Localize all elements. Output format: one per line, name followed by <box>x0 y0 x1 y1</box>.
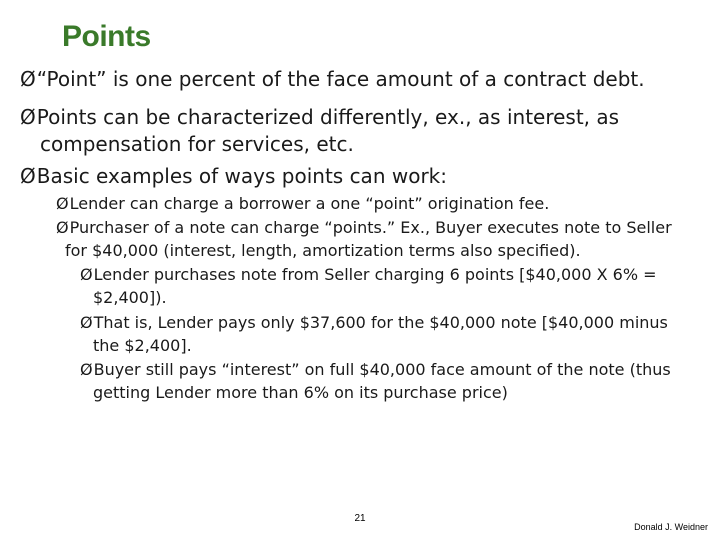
arrow-bullet-icon: Ø <box>80 360 93 379</box>
bullet-text-line: Buyer still pays “interest” on full $40,000 face amount of the note (thus <box>93 360 671 379</box>
bullet-text-line: “Point” is one percent of the face amount of a contract debt. <box>36 67 645 91</box>
arrow-bullet-icon: Ø <box>20 67 36 91</box>
arrow-bullet-icon: Ø <box>80 265 93 284</box>
bullet-lender-purchases <box>80 263 657 309</box>
arrow-bullet-icon: Ø <box>20 105 36 129</box>
arrow-bullet-icon: Ø <box>80 313 93 332</box>
bullet-basic-examples <box>20 163 447 190</box>
bullet-point-definition <box>20 66 645 93</box>
slide-title: Points <box>62 20 151 53</box>
bullet-text-line: Lender can charge a borrower a one “point” origination fee. <box>69 194 550 213</box>
author-footer: Donald J. Weidner <box>634 522 708 532</box>
bullet-text-line: $2,400]). <box>93 288 167 307</box>
bullet-text-line: the $2,400]. <box>93 336 192 355</box>
arrow-bullet-icon: Ø <box>56 218 69 237</box>
bullet-purchaser-note <box>56 216 672 262</box>
slide-number: 21 <box>354 513 366 524</box>
bullet-text-line: Lender purchases note from Seller charging 6 points [$40,000 X 6% = <box>93 265 657 284</box>
arrow-bullet-icon: Ø <box>56 194 69 213</box>
bullet-text-line: That is, Lender pays only $37,600 for the $40,000 note [$40,000 minus <box>93 313 668 332</box>
bullet-text-line: Basic examples of ways points can work: <box>36 164 447 188</box>
bullet-text-line: compensation for services, etc. <box>40 132 354 156</box>
bullet-lender-pays <box>80 311 668 357</box>
bullet-text-line: for $40,000 (interest, length, amortization terms also specified). <box>65 241 581 260</box>
bullet-text-line: Purchaser of a note can charge “points.” Ex., Buyer executes note to Seller <box>69 218 672 237</box>
bullet-points-characterized <box>20 104 619 158</box>
arrow-bullet-icon: Ø <box>20 164 36 188</box>
bullet-text-line: getting Lender more than 6% on its purchase price) <box>93 383 508 402</box>
bullet-text-line: Points can be characterized differently, ex., as interest, as <box>36 105 620 129</box>
bullet-buyer-pays-interest <box>80 358 671 404</box>
bullet-origination-fee <box>56 192 549 215</box>
